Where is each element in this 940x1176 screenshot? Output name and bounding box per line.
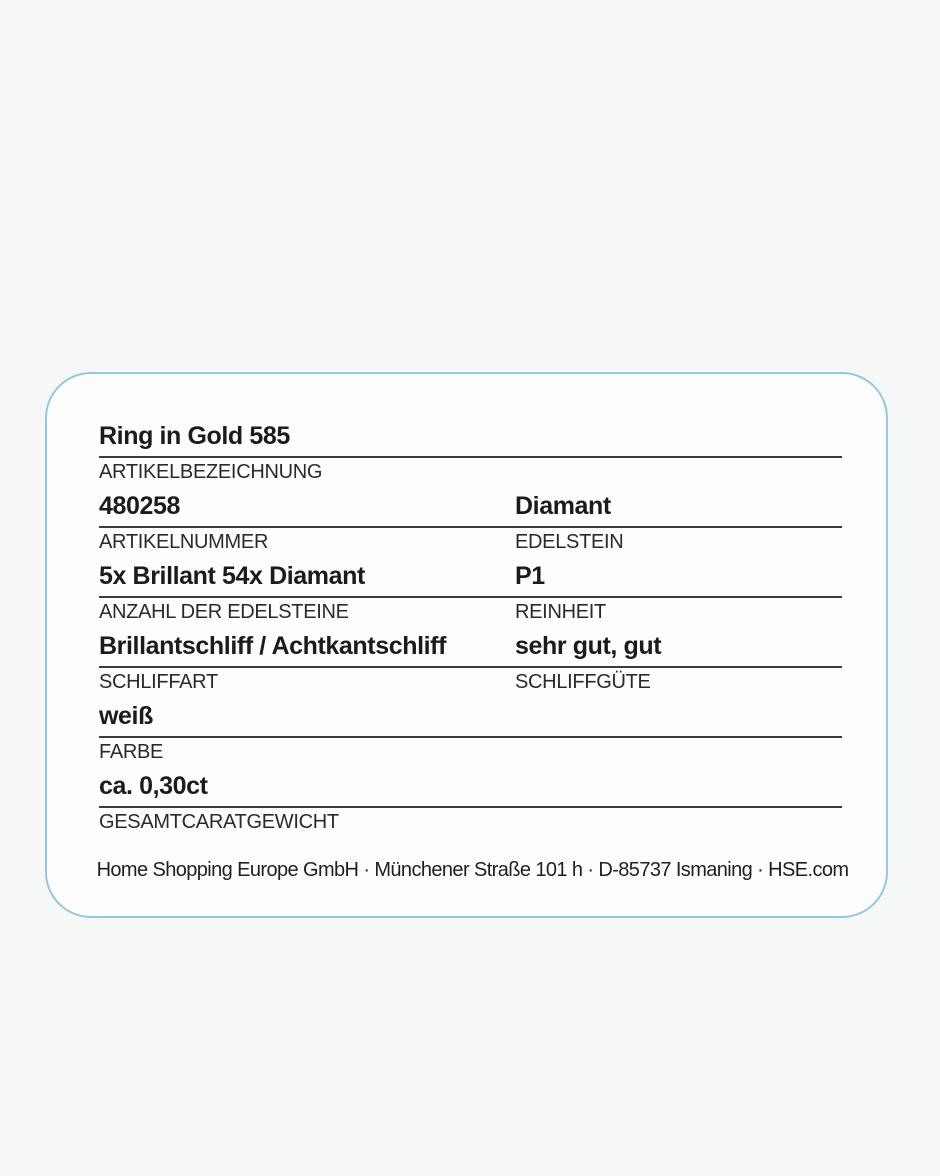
- spec-label-empty: [515, 810, 842, 834]
- company-address-footer: Home Shopping Europe GmbH · Münchener Straße 101 h · D-85737 Ismaning · HSE.com: [96, 859, 849, 881]
- spec-value-color: weiß: [99, 702, 153, 730]
- spec-row-carat-weight: [99, 771, 842, 834]
- spec-label-line: [99, 528, 842, 554]
- spec-label-carat-weight: GESAMTCARATGEWICHT: [99, 811, 339, 833]
- spec-label-article-number: ARTIKELNUMMER: [99, 531, 269, 553]
- spec-value-line: [99, 561, 842, 598]
- spec-value-article-number: 480258: [99, 492, 181, 520]
- spec-label-article-name: ARTIKELBEZEICHNUNG: [99, 461, 323, 483]
- spec-label-line: [99, 458, 842, 484]
- spec-value-line: [99, 491, 842, 528]
- spec-value-line: [99, 771, 842, 808]
- spec-row-article-name: [99, 421, 842, 484]
- spec-value-line: [99, 421, 842, 458]
- spec-value-line: [99, 701, 842, 738]
- spec-label-gem-count: ANZAHL DER EDELSTEINE: [99, 601, 349, 623]
- spec-label-line: [99, 808, 842, 834]
- spec-value-gemstone: Diamant: [515, 492, 611, 520]
- spec-value-clarity: P1: [515, 562, 545, 590]
- spec-row-count-clarity: [99, 561, 842, 624]
- spec-value-cut-type: Brillantschliff / Achtkantschliff: [99, 632, 447, 660]
- product-spec-card: [45, 372, 888, 918]
- spec-value-carat-weight: ca. 0,30ct: [99, 772, 208, 800]
- spec-value-cut-grade: sehr gut, gut: [515, 632, 662, 660]
- spec-label-line: [99, 738, 842, 764]
- spec-label-empty: [515, 460, 842, 484]
- spec-label-clarity: REINHEIT: [515, 601, 606, 623]
- spec-value-line: [99, 631, 842, 668]
- spec-value-article-name: Ring in Gold 585: [99, 422, 290, 450]
- spec-label-color: FARBE: [99, 741, 164, 763]
- spec-row-cut: [99, 631, 842, 694]
- spec-label-gemstone: EDELSTEIN: [515, 531, 624, 553]
- spec-label-line: [99, 668, 842, 694]
- spec-row-number-gemstone: [99, 491, 842, 554]
- spec-label-cut-type: SCHLIFFART: [99, 671, 218, 693]
- spec-label-line: [99, 598, 842, 624]
- spec-value-gem-count: 5x Brillant 54x Diamant: [99, 562, 365, 590]
- spec-row-color: [99, 701, 842, 764]
- spec-label-cut-grade: SCHLIFFGÜTE: [515, 671, 651, 693]
- spec-label-empty: [515, 740, 842, 764]
